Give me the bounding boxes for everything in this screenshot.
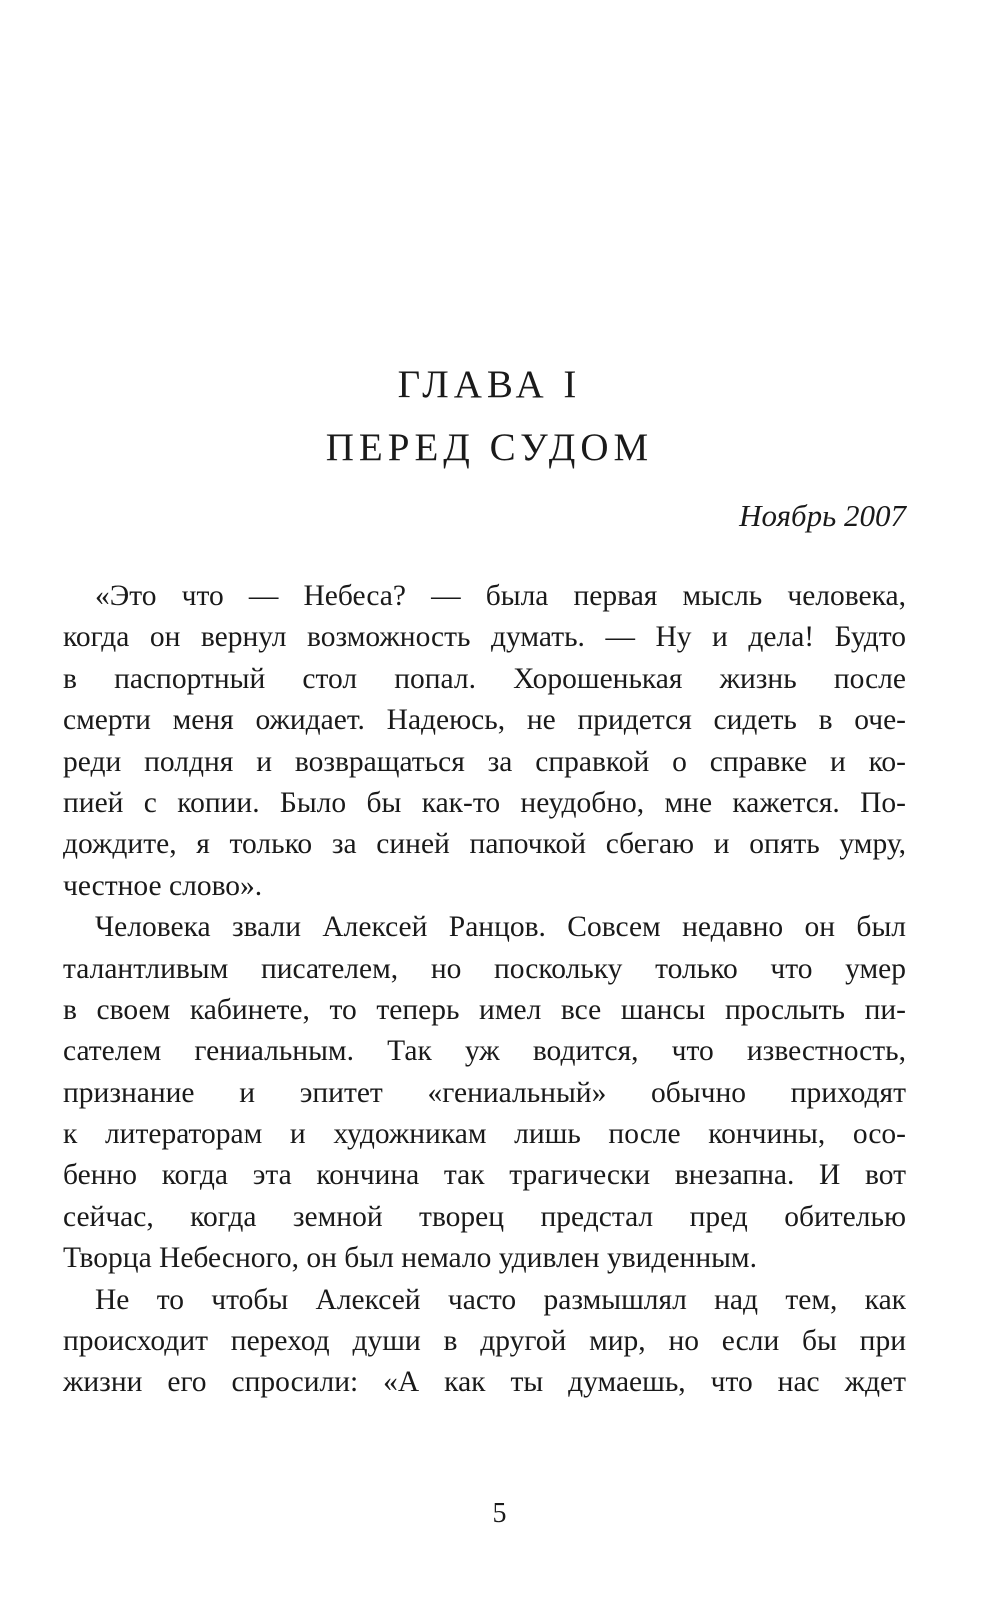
text-line: бенно когда эта кончина так трагически внезапна. И вот [63,1159,906,1192]
text-line: в паспортный стол попал. Хорошенькая жизнь после [63,662,906,695]
text-line: жизни его спросили: «А как ты думаешь, что нас ждет [63,1366,906,1399]
page-number: 5 [492,1498,507,1529]
text-line: Человека звали Алексей Ранцов. Совсем недавно он был [95,911,906,944]
text-line: признание и эпитет «гениальный» обычно приходят [63,1076,906,1109]
chapter-number: ГЛАВА I [397,363,582,406]
text-line: пией с копии. Было бы как-то неудобно, мне кажется. По- [63,786,906,819]
paragraph [63,1280,906,1404]
text-line: в своем кабинете, то теперь имел все шансы прослыть пи- [63,993,906,1026]
text-line: дождите, я только за синей папочкой сбегаю и опять умру, [63,828,906,861]
text-line: талантливым писателем, но поскольку только что умер [63,952,906,985]
text-line: к литераторам и художникам лишь после кончины, осо- [63,1118,906,1151]
text-line: реди полдня и возвращаться за справкой о справке и ко- [63,745,906,778]
body-text [63,576,906,1404]
text-line: происходит переход души в другой мир, но если бы при [63,1325,906,1358]
chapter-date: Ноябрь 2007 [739,498,906,533]
text-line: когда он вернул возможность думать. — Ну и дела! Будто [63,621,906,654]
text-line: Творца Небесного, он был немало удивлен увиденным. [63,1242,757,1275]
text-line: честное слово». [63,869,263,902]
text-line: «Это что — Небеса? — была первая мысль человека, [95,580,906,612]
chapter-title: ПЕРЕД СУДОМ [325,426,654,469]
text-line: Не то чтобы Алексей часто размышлял над тем, как [95,1283,906,1316]
paragraph [63,907,906,1280]
paragraph [63,576,906,907]
text-line: сейчас, когда земной творец предстал пред обителью [63,1200,906,1233]
text-line: смерти меня ожидает. Надеюсь, не придется сидеть в оче- [63,704,906,737]
text-line: сателем гениальным. Так уж водится, что известность, [63,1035,906,1068]
